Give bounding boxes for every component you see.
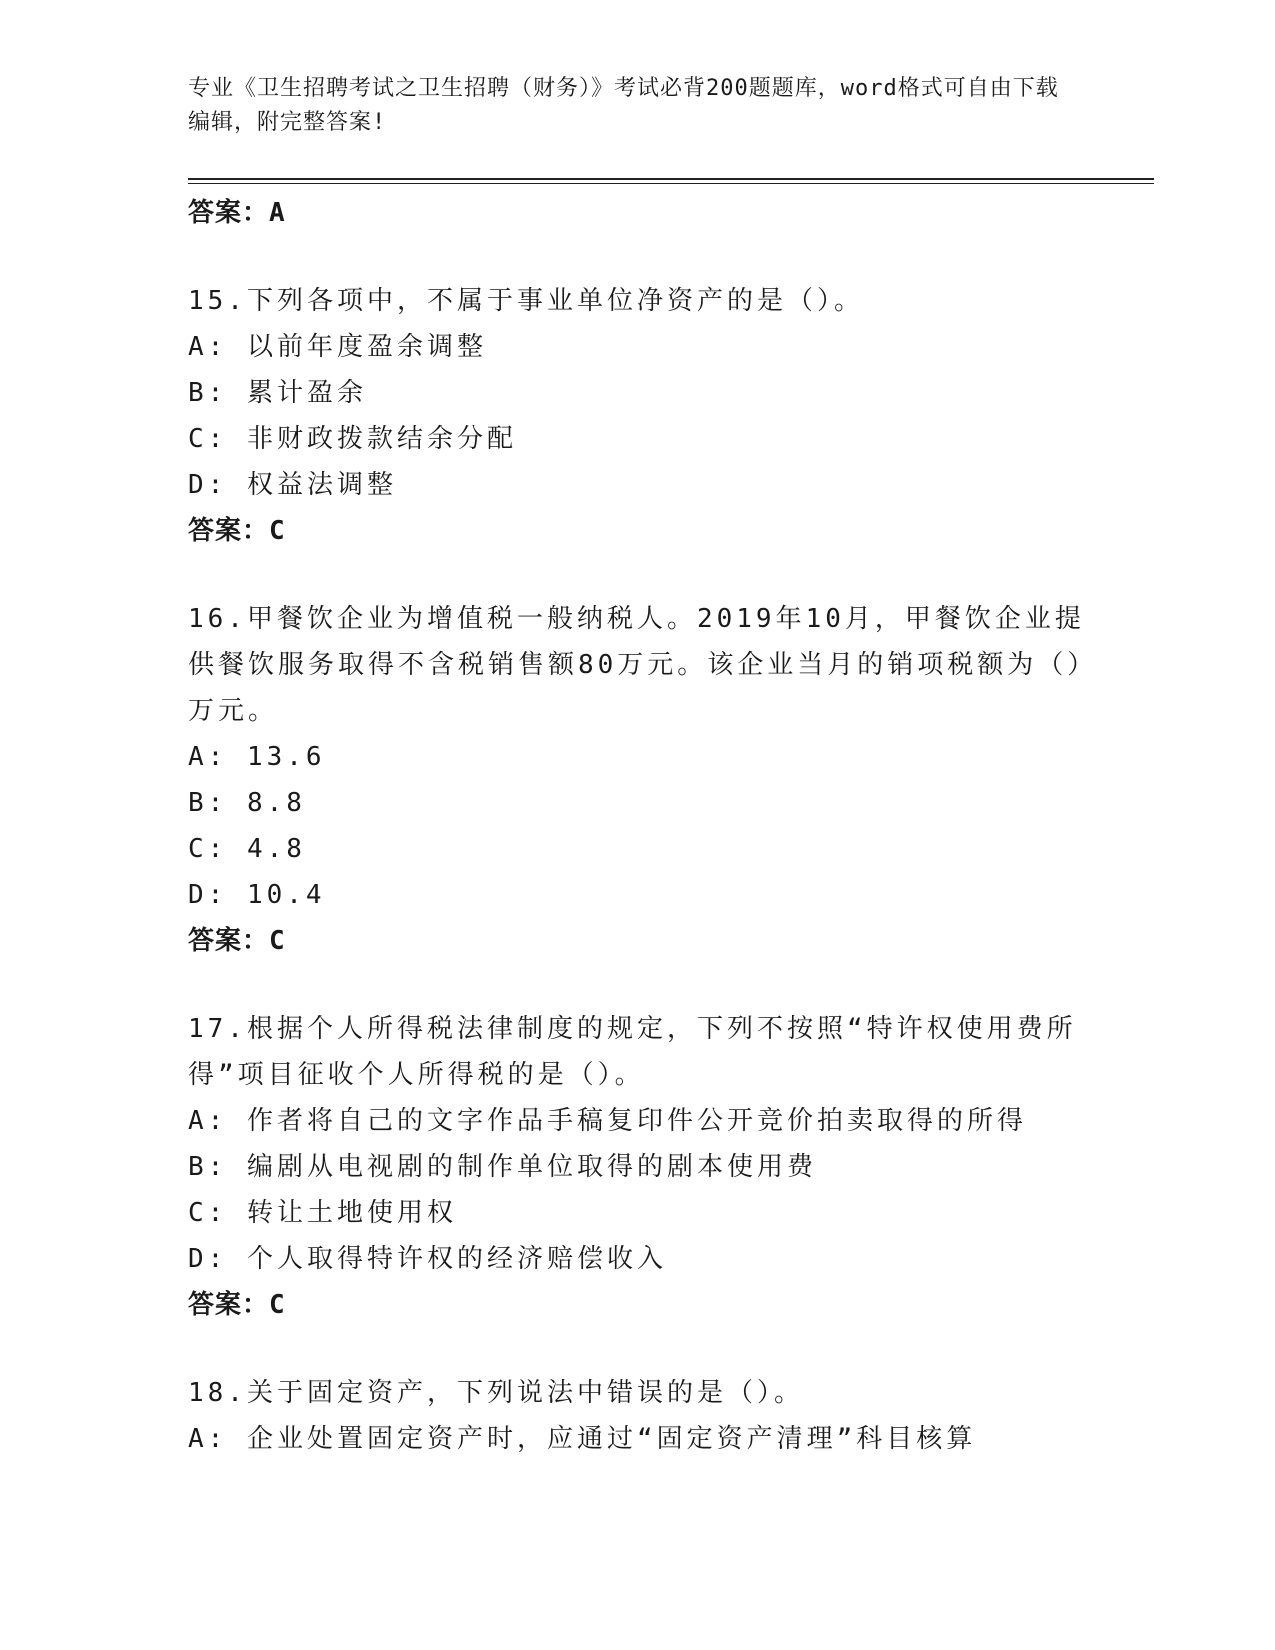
option-b: B: 编剧从电视剧的制作单位取得的剧本使用费	[188, 1152, 817, 1182]
answer-line: 答案：A	[188, 198, 286, 228]
question-18	[188, 1370, 1088, 1462]
question-15	[188, 278, 1088, 554]
question-stem: 17.根据个人所得税法律制度的规定，下列不按照“特许权使用费所得”项目征收个人所得税的是（）。	[188, 1014, 1077, 1090]
option-a: A: 以前年度盈余调整	[188, 332, 487, 362]
option-a: A: 13.6	[188, 742, 326, 772]
header-rule	[188, 178, 1154, 180]
question-stem: 16.甲餐饮企业为增值税一般纳税人。2019年10月，甲餐饮企业提供餐饮服务取得不含税销售额80万元。该企业当月的销项税额为（）万元。	[188, 604, 1085, 726]
question-stem: 18.关于固定资产，下列说法中错误的是（）。	[188, 1378, 804, 1408]
answer-line: 答案：C	[188, 1290, 286, 1320]
option-b: B: 累计盈余	[188, 378, 367, 408]
page-header: 专业《卫生招聘考试之卫生招聘（财务）》考试必背200题题库，word格式可自由下载编辑，附完整答案!	[188, 76, 1059, 135]
option-d: D: 个人取得特许权的经济赔偿收入	[188, 1244, 667, 1274]
option-c: C: 4.8	[188, 834, 306, 864]
question-stem: 15.下列各项中，不属于事业单位净资产的是（）。	[188, 286, 864, 316]
question-16	[188, 596, 1088, 964]
answer-line: 答案：C	[188, 926, 286, 956]
header-rule-thin	[188, 183, 1154, 184]
option-b: B: 8.8	[188, 788, 306, 818]
option-d: D: 10.4	[188, 880, 326, 910]
option-c: C: 非财政拨款结余分配	[188, 424, 517, 454]
question-17	[188, 1006, 1088, 1328]
answer-line: 答案：C	[188, 516, 286, 546]
document-body	[188, 188, 1088, 1462]
option-a: A: 企业处置固定资产时，应通过“固定资产清理”科目核算	[188, 1424, 977, 1454]
option-d: D: 权益法调整	[188, 470, 397, 500]
option-a: A: 作者将自己的文字作品手稿复印件公开竞价拍卖取得的所得	[188, 1106, 1027, 1136]
option-c: C: 转让土地使用权	[188, 1198, 457, 1228]
